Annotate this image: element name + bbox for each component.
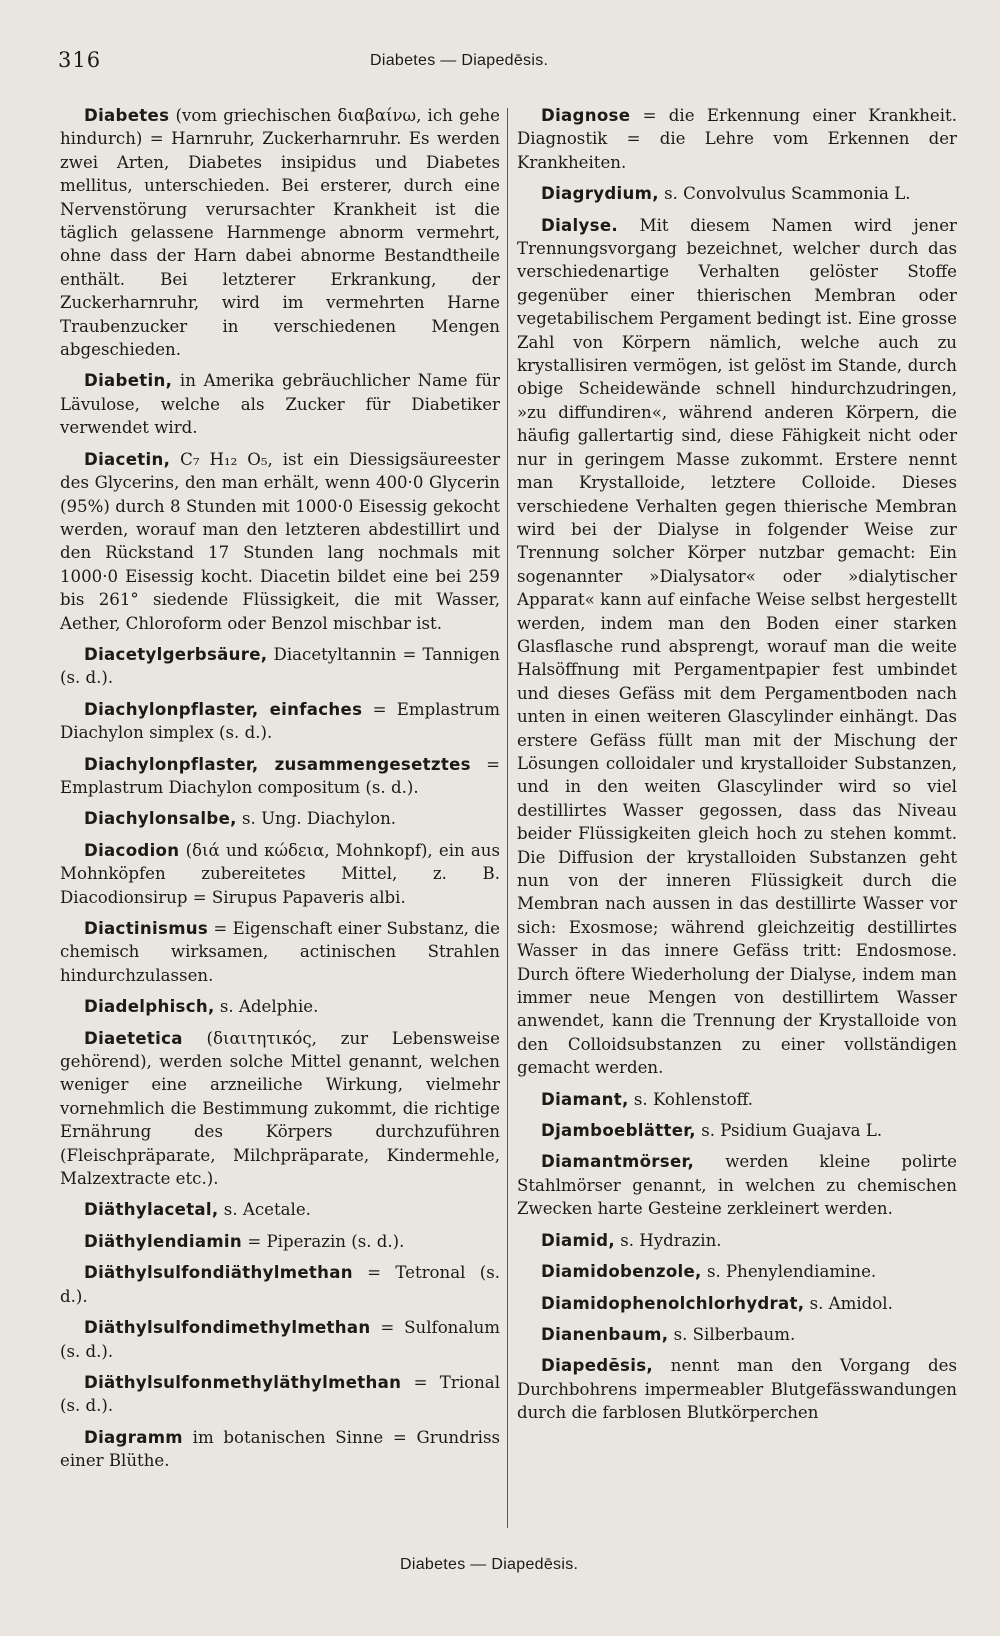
entry-text: = Trional (s. d.). [60, 1372, 500, 1416]
entry-text: s. Ung. Diachylon. [236, 809, 397, 829]
entry-text: s. Hydrazin. [614, 1230, 722, 1250]
entry-headword: Diamidobenzole, [541, 1262, 702, 1282]
dictionary-entry [60, 1261, 500, 1308]
dictionary-entry [60, 643, 500, 690]
column-divider [507, 108, 508, 1528]
entry-text: = Eigenschaft einer Substanz, die chemisch wirksamen, actinischen Strahlen hindurchzulassen. [60, 919, 500, 985]
entry-text: = Emplastrum Diachylon compositum (s. d.). [60, 754, 500, 797]
dictionary-entry [60, 1371, 500, 1418]
entry-headword: Diadelphisch, [84, 997, 215, 1017]
dictionary-entry [517, 214, 957, 1080]
entry-headword: Djamboeblätter, [541, 1121, 696, 1141]
dictionary-entry [517, 1229, 957, 1252]
entry-text: s. Phenylendiamine. [701, 1262, 877, 1282]
entry-text: (διά und κώδεια, Mohnkopf), ein aus Mohnköpfen zubereitetes Mittel, z. B. Diacodionsirup = Sirupus Papaveris albi. [60, 840, 500, 907]
entry-headword: Diabetes [84, 106, 170, 125]
entry-headword: Diagramm [84, 1427, 183, 1447]
entry-text: Diacetyltannin = Tannigen (s. d.). [60, 644, 500, 688]
dictionary-entry [517, 1292, 957, 1315]
entry-text: s. Psidium Guajava L. [695, 1121, 883, 1141]
entry-text: s. Amidol. [804, 1293, 893, 1313]
dictionary-entry [517, 1150, 957, 1220]
entry-headword: Dialyse. [541, 215, 618, 235]
entry-text: = Tetronal (s. d.). [60, 1263, 500, 1306]
dictionary-entry [60, 1198, 500, 1221]
entry-text: = Piperazin (s. d.). [242, 1231, 405, 1251]
entry-text: = die Erkennung einer Krankheit. Diagnostik = die Lehre vom Erkennen der Krankheiten. [517, 106, 957, 172]
page-number: 316 [58, 48, 102, 72]
entry-headword: Diamid, [541, 1230, 615, 1250]
entry-headword: Diachylonpflaster, zusammengesetztes [84, 754, 471, 774]
entry-headword: Diamantmörser, [541, 1152, 695, 1172]
dictionary-entry [517, 1323, 957, 1346]
dictionary-entry [517, 1354, 957, 1424]
entry-headword: Diacetylgerbsäure, [84, 644, 268, 664]
entry-text: in Amerika gebräuchlicher Name für Lävulose, welche als Zucker für Diabetiker verwendet wird. [60, 371, 500, 438]
dictionary-entry [60, 839, 500, 909]
dictionary-entry [517, 1088, 957, 1111]
entry-text: werden kleine polirte Stahlmörser genannt, in welchen zu chemischen Zwecken harte Gesteine zerkleinert werden. [517, 1152, 957, 1219]
entry-headword: Diacodion [84, 840, 180, 860]
entry-headword: Diachylonsalbe, [84, 809, 237, 829]
entry-text: (vom griechischen διαβαίνω, ich gehe hindurch) = Harnruhr, Zuckerharnruhr. Es werden zwei Arten, Diabetes insipidus und Diabetes mellitus, unterschieden. Bei ersterer, durch eine Nervenstörung verursachter Krankheit ist die täglich gelassene Harnmenge abnorm vermehrt, ohne dass der Harn dabei abnorme Bestandtheile enthält. Bei letzterer Erkrankung, der Zuckerharnruhr, wird im vermehrten Harne Traubenzucker in verschiedenen Mengen abgeschieden. [60, 106, 500, 360]
entry-text: = Sulfonalum (s. d.). [60, 1318, 500, 1361]
entry-text: s. Acetale. [218, 1200, 311, 1220]
dictionary-entry [60, 1426, 500, 1473]
entry-text: = Emplastrum Diachylon simplex (s. d.). [60, 699, 500, 743]
entry-text: nennt man den Vorgang des Durchbohrens impermeabler Blutgefässwandungen durch die farblosen Blutkörperchen [517, 1356, 957, 1423]
entry-headword: Diamant, [541, 1089, 629, 1109]
entry-text: C₇ H₁₂ O₅, ist ein Diessigsäureester des Glycerins, den man erhält, wenn 400·0 Glycerin (95%) durch 8 Stunden mit 1000·0 Eisessig gekocht werden, worauf man den letzteren abdestillirt und den Rückstand 17 Stunden lang nochmals mit 1000·0 Eisessig kocht. Diacetin bildet eine bei 259 bis 261° siedende Flüssigkeit, die mit Wasser, Aether, Chloroform oder Benzol mischbar ist. [60, 449, 500, 633]
entry-headword: Diäthylsulfonmethyläthylmethan [84, 1372, 402, 1392]
dictionary-entry [60, 104, 500, 361]
entry-headword: Diacetin, [84, 449, 171, 469]
entry-text: s. Kohlenstoff. [628, 1089, 754, 1109]
dictionary-entry [60, 1230, 500, 1253]
page-header [0, 48, 1000, 78]
dictionary-entry [517, 1260, 957, 1283]
entry-text: s. Silberbaum. [668, 1324, 796, 1344]
entry-headword: Diabetin, [84, 371, 173, 391]
dictionary-entry [60, 698, 500, 745]
entry-headword: Diaetetica [84, 1028, 183, 1048]
page-footer: Diabetes — Diapedēsis. [400, 1556, 579, 1573]
dictionary-entry [60, 369, 500, 439]
dictionary-entry [60, 448, 500, 635]
entry-text: im botanischen Sinne = Grundriss einer Blüthe. [60, 1427, 500, 1471]
right-column [517, 104, 957, 1433]
entry-headword: Diäthylendiamin [84, 1231, 243, 1251]
entry-headword: Dianenbaum, [541, 1324, 669, 1344]
entry-headword: Diamidophenolchlorhydrat, [541, 1293, 805, 1313]
entry-headword: Diapedēsis, [541, 1356, 653, 1376]
dictionary-entry [517, 104, 957, 174]
dictionary-entry [60, 995, 500, 1018]
dictionary-entry [60, 917, 500, 987]
dictionary-entry [517, 182, 957, 205]
entry-headword: Diäthylsulfondimethylmethan [84, 1318, 371, 1338]
left-column [60, 104, 500, 1481]
dictionary-entry [517, 1119, 957, 1142]
entry-headword: Diactinismus [84, 919, 209, 938]
entry-text: s. Convolvulus Scammonia L. [658, 184, 911, 204]
entry-headword: Diäthylacetal, [84, 1200, 219, 1220]
entry-headword: Diachylonpflaster, einfaches [84, 699, 363, 719]
running-head: Diabetes — Diapedēsis. [370, 52, 549, 69]
entry-text: (διαιτητικός, zur Lebensweise gehörend), werden solche Mittel genannt, welchen weniger eine arzneiliche Wirkung, vielmehr vornehmlich die Bestimmung zukommt, die richtige Ernährung des Körpers durchzuführen (Fleischpräparate, Milchpräparate, Kindermehle, Malzextracte etc.). [60, 1028, 500, 1189]
dictionary-entry [60, 807, 500, 830]
entry-headword: Diäthylsulfondiäthylmethan [84, 1263, 353, 1283]
dictionary-entry [60, 1316, 500, 1363]
entry-headword: Diagrydium, [541, 184, 659, 204]
entry-text: s. Adelphie. [214, 997, 319, 1017]
dictionary-entry [60, 1027, 500, 1191]
entry-text: Mit diesem Namen wird jener Trennungsvorgang bezeichnet, welcher durch das verschiedenartige Verhalten gelöster Stoffe gegenüber einer thierischen Membran oder vegetabilischem Pergament bedingt ist. Eine grosse Zahl von Körpern nämlich, welche auch zu krystallisiren vermögen, ist gelöst im Stande, durch obige Scheidewände schnell hindurchzudringen, »zu diffundiren«, während anderen Körpern, die häufig gallertartig sind, diese Fähigkeit nicht oder nur in geringem Masse zukommt. Erstere nennt man Krystalloide, letztere Colloide. Dieses verschiedene Verhalten gegen thierische Membran wird bei der Dialyse in folgender Weise zur Trennung solcher Körper nutzbar gemacht: Ein sogenannter »Dialysator« oder »dialytischer Apparat« kann auf einfache Weise selbst hergestellt werden, indem man den Boden einer starken Glasflasche rund absprengt, worauf man die weite Halsöffnung mit Pergamentpapier fest umbindet und dieses Gefäss mit dem Pergamentboden nach unten in einen weiteren Glascylinder einhängt. Das erstere Gefäss füllt man mit der Mischung der Lösungen colloidaler und krystalloider Substanzen, und in den weiten Glascylinder wird so viel destillirtes Wasser gegossen, dass das Niveau beider Flüssigkeiten gleich hoch zu stehen kommt. Die Diffusion der krystalloiden Substanzen geht nun von der inneren Flüssigkeit durch die Membran nach aussen in das destillirte Wasser vor sich: Exosmose; während gleichzeitig destillirtes Wasser in das innere Gefäss tritt: Endosmose. Durch öftere Wiederholung der Dialyse, indem man immer neue Mengen von destillirtem Wasser anwendet, kann die Trennung der Krystalloide von den Colloidsubstanzen zu einer vollständigen gemacht werden. [517, 215, 957, 1078]
entry-headword: Diagnose [541, 106, 631, 125]
dictionary-entry [60, 753, 500, 800]
